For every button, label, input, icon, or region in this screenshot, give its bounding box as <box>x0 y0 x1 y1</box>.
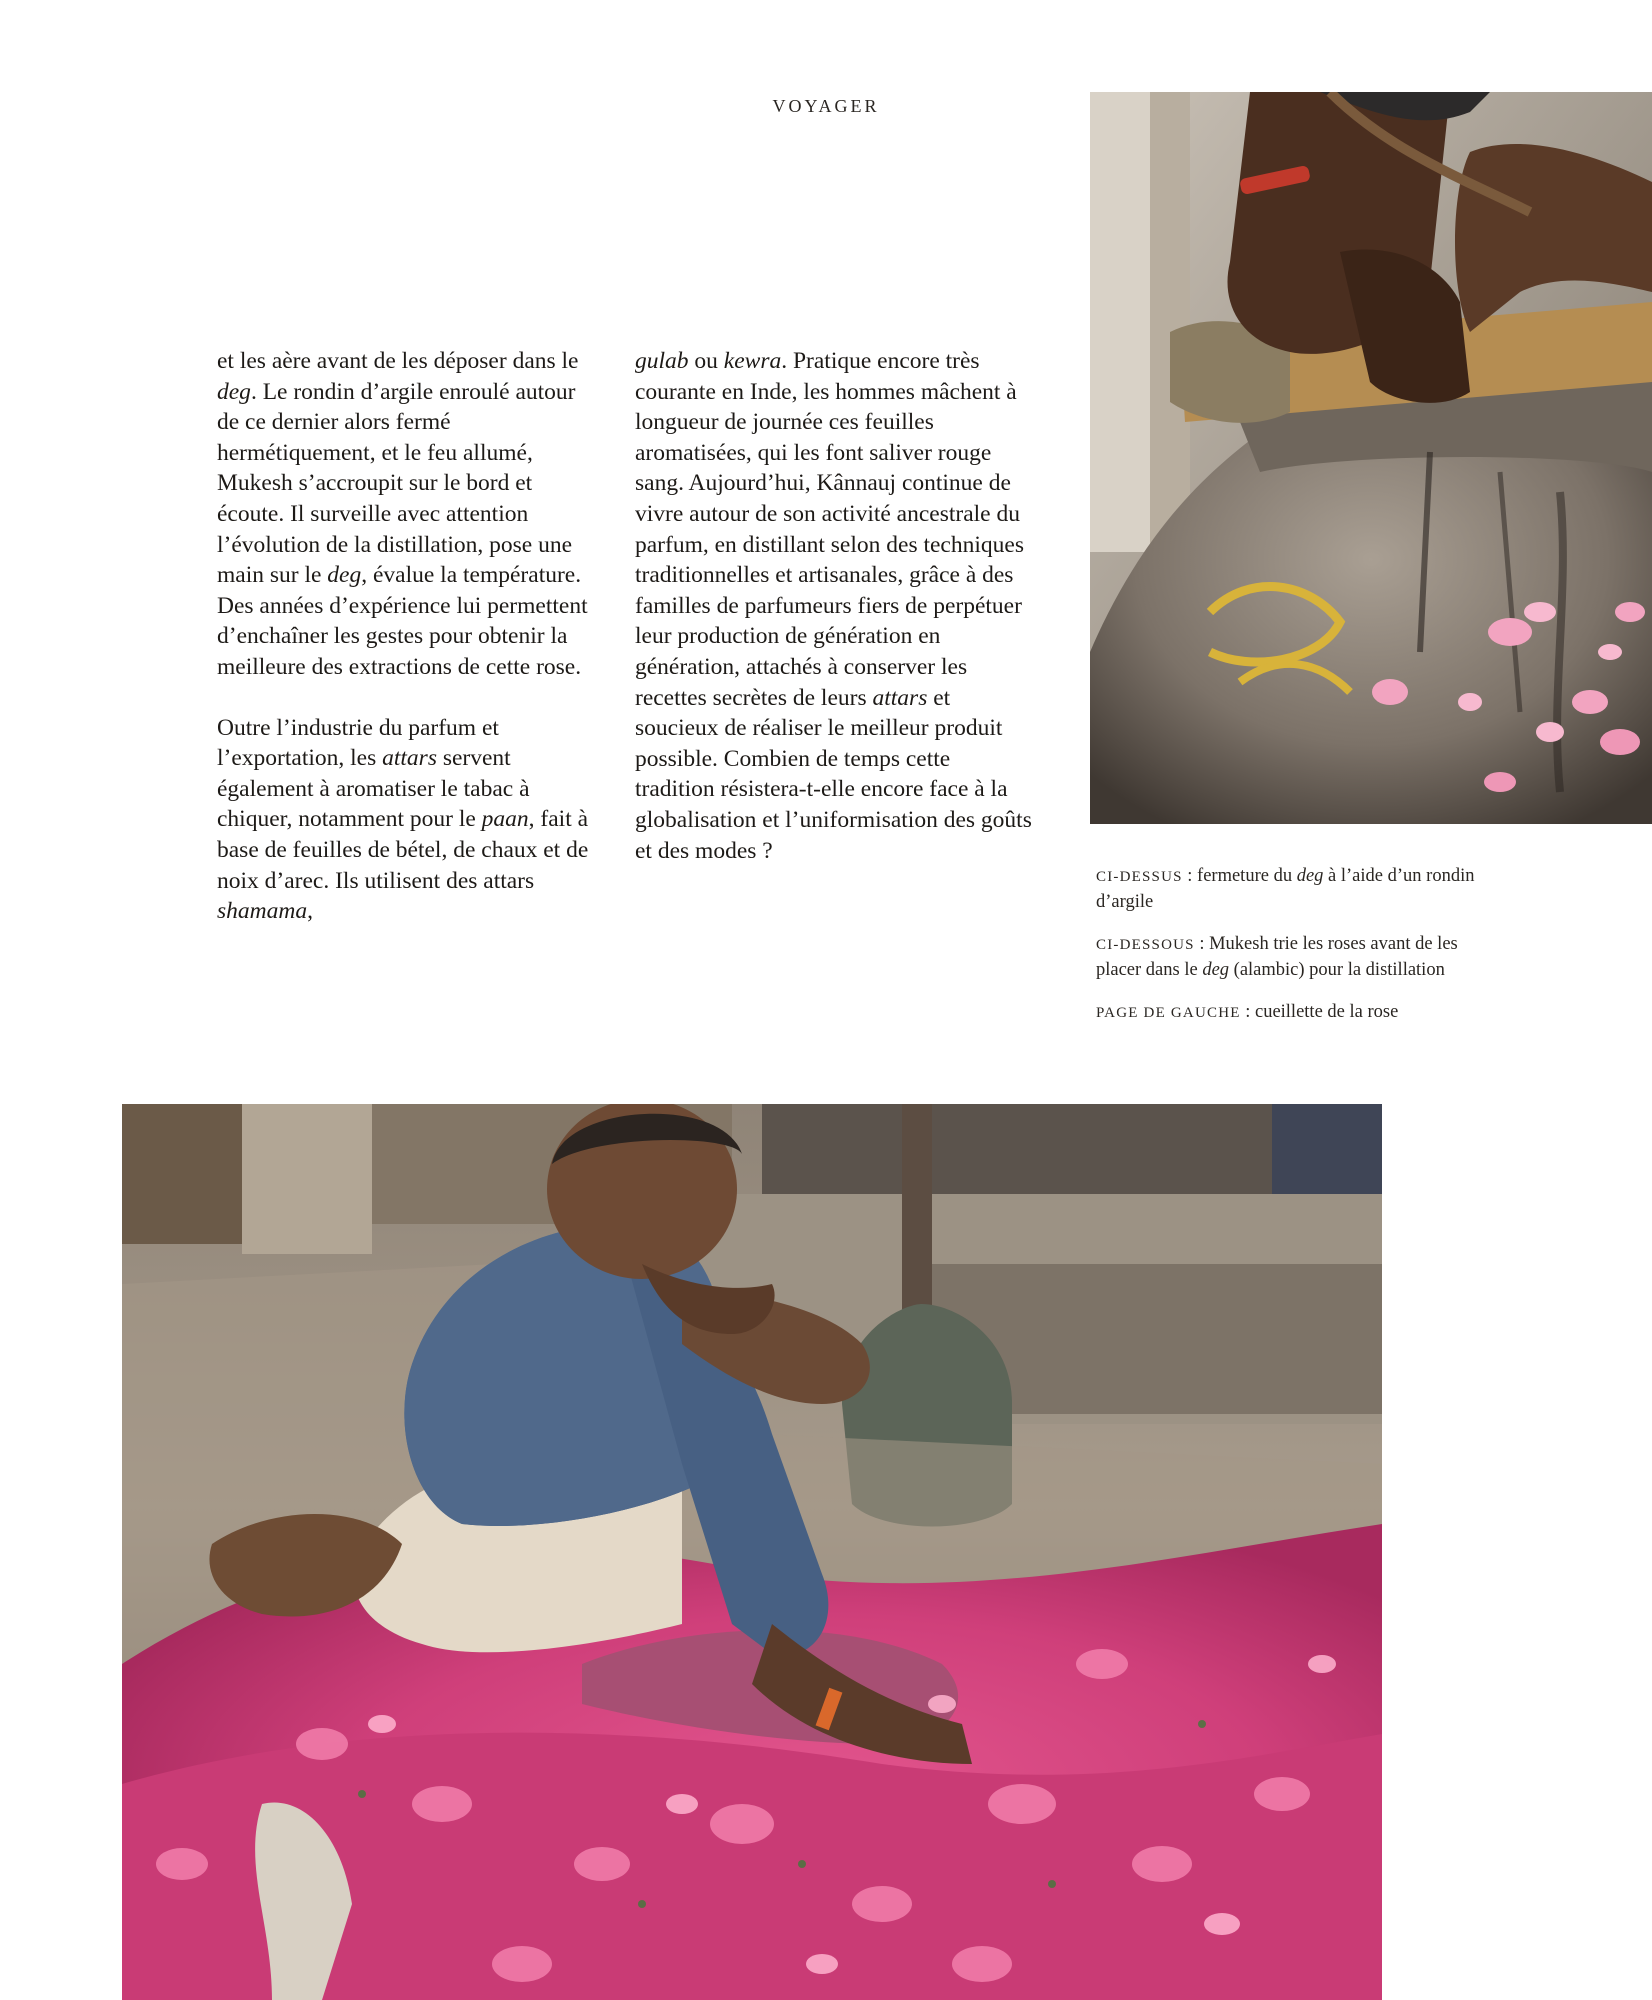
paragraph: et les aère avant de les déposer dans le deg. Le rondin d’argile enroulé autour de ce dernier alors fermé hermétiquement, et le feu allumé, Mukesh s’accroupit sur le bord et écoute. Il surveille avec attention l’évolution de la distillation, pose une main sur le deg, évalue la température. Des années d’expérience lui permettent d’enchaîner les gestes pour obtenir la meilleure des extractions de cette rose. <box>217 348 588 680</box>
caption-below: CI-DESSOUS : Mukesh trie les roses avant de les placer dans le deg (alambic) pour la distillation <box>1096 934 1458 980</box>
paragraph: Outre l’industrie du parfum et l’exportation, les attars servent également à aromatiser le tabac à chiquer, notamment pour le paan, fait à base de feuilles de bétel, de chaux et de noix d’arec. Ils utilisent des attars shamama, <box>217 714 589 925</box>
caption-above: CI-DESSUS : fermeture du deg à l’aide d’un rondin d’argile <box>1096 866 1475 912</box>
article-column-right <box>635 346 1035 866</box>
caption-left-page: PAGE DE GAUCHE : cueillette de la rose <box>1096 1002 1399 1022</box>
section-label: VOYAGER <box>772 96 880 116</box>
photo-sorting-roses <box>122 1104 1382 2000</box>
captions <box>1096 864 1476 1044</box>
article-column-left <box>217 346 597 927</box>
photo-deg-sealing <box>1090 92 1652 824</box>
paragraph: gulab ou kewra. Pratique encore très courante en Inde, les hommes mâchent à longueur de journée ces feuilles aromatisées, qui les font saliver rouge sang. Aujourd’hui, Kânnauj continue de vivre autour de son activité ancestrale du parfum, en distillant selon des techniques traditionnelles et artisanales, grâce à des familles de parfumeurs fiers de perpétuer leur production de génération en génération, attachés à conserver les recettes secrètes de leurs attars et soucieux de réaliser le meilleur produit possible. Combien de temps cette tradition résistera-t-elle encore face à la globalisation et l’uniformisation des goûts et des modes ? <box>635 348 1032 864</box>
